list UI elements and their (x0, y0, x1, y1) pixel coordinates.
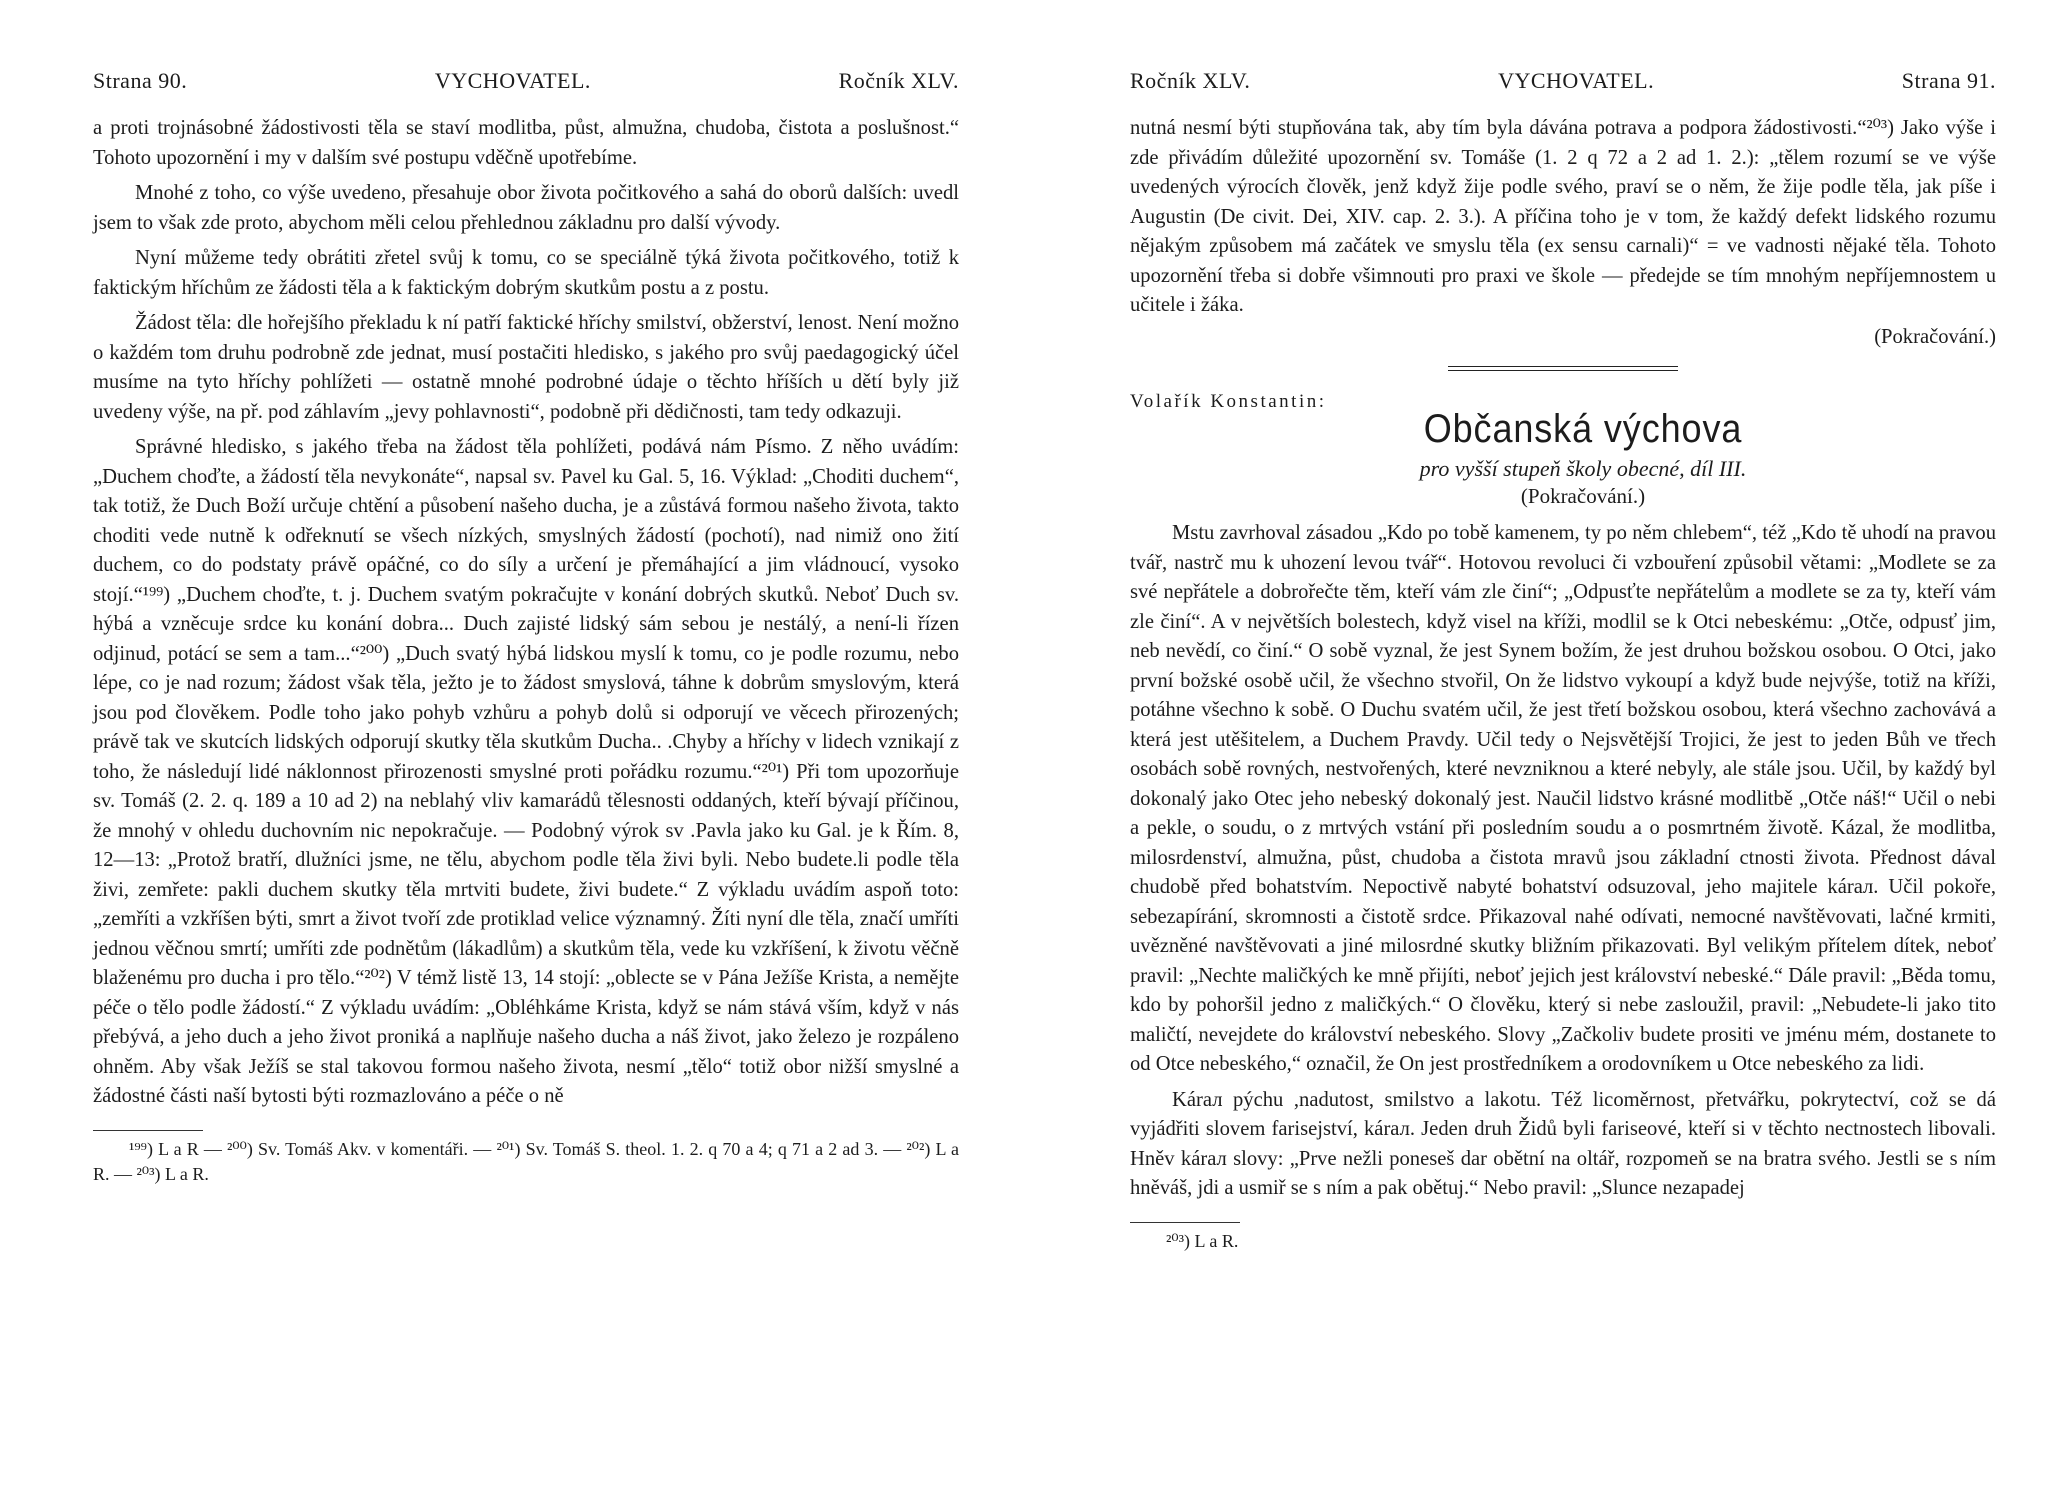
article-continuation: (Pokračování.) (1520, 484, 1646, 508)
left-page (93, 68, 959, 1187)
paragraph: Nyní můžeme tedy obrátiti zřetel svůj k tomu, co se speciálně týká života počitkového, totiž k faktickým hříchům ze žádosti těla a k faktickým dobrým skutkům postu a z postu. (93, 247, 959, 299)
footnote-text: ²⁰³) L a R. (1166, 1230, 1239, 1251)
footnotes (1130, 1229, 1996, 1254)
article-author: Volařík Konstantin: (1130, 391, 1327, 412)
journal-title: VYCHOVATEL. (434, 68, 591, 93)
paragraph: a proti trojnásobné žádostivosti těla se staví modlitba, půst, almužna, chudoba, čistota a poslušnost.“ Tohoto upozornění i my v dalším své postupu vděčně upotřebíme. (93, 117, 959, 169)
section-divider (1448, 366, 1678, 371)
article-body (1130, 519, 1996, 1204)
paragraph: Správné hledisko, s jakého třeba na žádost těla pohlížeti, podává nám Písmo. Z něho uvádím: „Duchem choďte, a žádostí těla nevykonáte“, napsal sv. Pavel ku Gal. 5, 16. Výklad: „Choditi duchem“, tak totiž, že Duch Boží určuje chtění a působení našeho ducha, je a zůstává formou našeho života, takto choditi vede nutně k odřeknutí se všech nízkých, smyslných žádostí (pochotí), nad nimiž ono žití duchem, co do podstaty právě opáčné, co do síly a určení je přemáhající a jim vládnoucí, vysoko stojí.“¹⁹⁹) „Duchem choďte, t. j. Duchem svatým pokračujte v konání dobrých skutků. Neboť Duch sv. hýbá a vzněcuje srdce ku konání dobra... Duch zajisté lidský sám sebou je nestálý, a není-li řízen odjinud, potácí se sem a tam...“²⁰⁰) „Duch svatý hýbá lidskou myslí k tomu, co je podle rozumu, nebo lépe, co je nad rozum; žádost však těla, ježto je to žádost smyslová, táhne k dobrům smyslovým, která jsou pod člověkem. Podle toho jako pohyb vzhůru a pohyb dolů si odporují ve věcech přirozených; právě tak ve skutcích lidských odporují skutky těla skutkům Ducha.. .Chyby a hříchy v lidech vznikají z toho, že následují lidé náklonnost přirozenosti smyslné proti pořádku rozumu.“²⁰¹) Při tom upozorňuje sv. Tomáš (2. 2. q. 189 a 10 ad 2) na neblahý vliv kamarádů tělesnosti oddaných, kteří bývají příčinou, že mnohý v ohledu duchovním nic nepokračuje. — Podobný výrok sv .Pavla jako ku Gal. je k Řím. 8, 12—13: „Protož bratří, dlužníci jsme, ne tělu, abychom podle těla živi byli. Nebo budete.li podle těla živi, zemřete: pakli duchem skutky těla mrtviti budete, živi budete.“ Z výkladu uvádím aspoň toto: „zemříti a vzkříšen býti, smrt a život tvoří zde protiklad velice významný. Žíti nyní dle těla, značí umříti jednou věčnou smrtí; umříti zde podnětům (lákadlům) a skutkům těla, vede ku vzkříšení, k životu věčně blaženému pro ducha i pro tělo.“²⁰²) V témž listě 13, 14 stojí: „oblecte se v Pána Ježíše Krista, a nemějte péče o tělo podle žádostí.“ Z výkladu uvádím: „Obléhkáme Krista, když se nám stává vším, když v nás přebývá, a jeho duch a jeho život proniká a naplňuje našeho ducha a náš život, jako železo je rozpáleno ohněm. Aby však Ježíš se stal takovou formou našeho života, nesmí „tělo“ totiž obor nižší smyslné a žádostné části naší bytosti býti rozmazlováno a péče o ně (93, 436, 959, 1107)
footnote-divider (1130, 1222, 1240, 1223)
running-head (93, 68, 959, 100)
paragraph: Mnohé z toho, co výše uvedeno, přesahuje obor života počitkového a sahá do oborů dalších: uvedl jsem to však zde proto, abychom měli celou přehlednou základnu pro další vývody. (93, 182, 959, 234)
article-subtitle: pro vyšší stupeň školy obecné, díl III. (1419, 456, 1747, 481)
footnote-text: ¹⁹⁹) L a R — ²⁰⁰) Sv. Tomáš Akv. v komentáři. — ²⁰¹) Sv. Tomáš S. theol. 1. 2. q 70 a 4; q 71 a 2 ad 3. — ²⁰²) L a R. — ²⁰³) L a R. (93, 1138, 959, 1184)
running-head (1130, 68, 1996, 100)
right-page (1130, 68, 1996, 1254)
volume-label: Ročník XLV. (1130, 68, 1251, 93)
footnote-divider (93, 1130, 203, 1131)
page-number: Strana 91. (1901, 68, 1996, 93)
volume-label: Ročník XLV. (838, 68, 959, 93)
paragraph: Mstu zavrhoval zásadou „Kdo po tobě kamenem, ty po něm chlebem“, též „Kdo tě uhodí na pravou tvář, nastrč mu k uhození levou tvář“. Hotovou revoluci či vzbouření způsobil větami: „Modlete se za své nepřátele a dobrořečte těm, kteří vám zle činí“; „Odpusťte nepřátelům a modlete se za ty, kteří vám zle činí“. A v největších bolestech, když visel na kříži, modlil se k Otci nebeskému: „Otče, odpusť jim, neb nevědí, co činí.“ O sobě vyznal, že jest Synem božím, že jest druhou božskou osobou. O Otci, jako první božské osobě učil, že všechno stvořil, On že lidstvo vykoupí a když bude nejvýše, totiž na kříži, potáhne všechno k sobě. O Duchu svatém učil, že jest třetí božskou osobou, která všechno zachovává a která jest utěšitelem, a Duchem Pravdy. Učil tedy o Nejsvětější Trojici, že jest to jeden Bůh ve třech osobách sobě rovných, nestvořených, které nevzniknou a které nebyly, ale stále jsou. Učil, by každý byl dokonalý jako Otec jeho nebeský dokonalý jest. Naučil lidstvo krásné modlitbě „Otče náš!“ Učil o nebi a pekle, o soudu, o z mrtvých vstání při posledním soudu a o posmrtném životě. Kázal, že modlitba, milosrdenství, almužna, půst, chudoba a čistota mravů jsou základní ctnosti života. Přednost dával chudobě před bohatstvím. Nepoctivě nabyté bohatství odsuzoval, jeho majitele kárал. Učil pokoře, sebezapírání, skromnosti a čistotě srdce. Přikazoval nahé odívati, nemocné navštěvovati, lačné krmiti, uvězněné navštěvovati a jiné milosrdné skutky bližním přikazovati. Byl velikým přítelem dítek, neboť pravil: „Nechte maličkých ke mně přijíti, neboť jejich jest království nebeské.“ Dále pravil: „Běda tomu, kdo by pohoršil jedno z maličkých.“ O člověku, který si nebe zasloužil, pravil: „Nebudete-li jako tito maličtí, nevejdete do království nebeského. Slovy „Začkoliv budete prositi ve jménu mém, dostanete to od Otce nebeského,“ označil, že On jest prostředníkem a orodovníkem u Otce nebeského za lidi. (1130, 522, 1996, 1075)
page-number: Strana 90. (93, 68, 188, 93)
body-text (93, 114, 959, 1112)
article-title: Občanská výchova (1423, 407, 1743, 451)
paragraph: Žádost těla: dle hořejšího překladu k ní patří faktické hříchy smilství, obžerství, lenost. Není možno o každém tom druhu podrobně zde jednat, musí postačiti hledisko, s jakého pro svůj paedagogický účel musíme na tyto hříchy pohlížeti — ostatně mnohé podrobné údaje o těchto hříších u dětí byly již uvedeny výše, na př. pod záhlavím „jevy pohlavnosti“, podobně při dědičnosti, tam tedy odkazuji. (93, 312, 959, 423)
paragraph: nutná nesmí býti stupňována tak, aby tím byla dávána potrava a podpora žádostivosti.“²⁰³) Jako výše i zde přivádím důležité upozornění sv. Tomáše (1. 2 q 72 a 2 ad 1. 2.): „tělem rozumí se ve výše uvedených výrocích člověk, jenž když žije podle svého, praví se o něm, že žije podle těla, jak píše i Augustin (De civit. Dei, XIV. cap. 2. 3.). A příčina toho je v tom, že každý defekt lidského rozumu nějakým způsobem má začátek ve smyslu těla (ex sensu carnali)“ = ve vadnosti nějaké těla. Tohoto upozornění třeba si dobře všimnouti pro praxi ve škole — předejde se tím mnohým nepříjemnostem u učitele i žáka. (1130, 117, 1996, 316)
body-text (1130, 114, 1996, 352)
continued-note: (Pokračování.) (1874, 325, 1996, 348)
paragraph: Kárал pýchu ,nadutost, smilstvo a lakotu. Též licoměrnost, přetvářku, pokrytectví, což se dá vyjádřiti slovem farisejství, kárал. Jeden druh Židů byli fariseové, kteří si v těchto nectnostech libovali. Hněv kárал slovy: „Prve nežli poneseš dar obětní na oltář, rozpomeň se na bratra svého. Jestli se s ním hněváš, jdi a usmiř se s ním a pak obětuj.“ Nebo pravil: „Slunce nezapadej (1130, 1088, 1996, 1199)
journal-title: VYCHOVATEL. (1498, 68, 1655, 93)
footnotes (93, 1137, 959, 1187)
